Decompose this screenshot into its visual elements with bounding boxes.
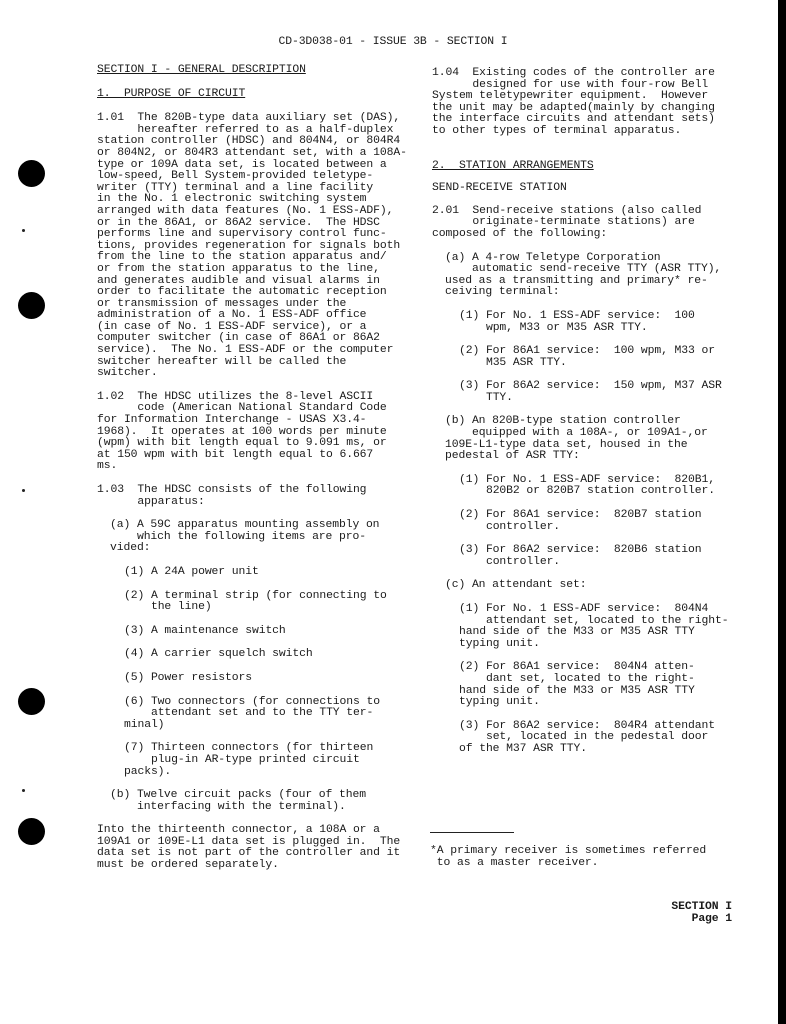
station-item-c-2: (2) For 86A1 service: 804N4 atten- dant set, located to the right- hand side of the M33 or M35 ASR TTY typing unit. — [459, 661, 695, 709]
punch-hole — [18, 160, 45, 187]
footnote-rule — [430, 832, 514, 833]
scan-speck — [22, 489, 25, 492]
send-receive-heading: SEND-RECEIVE STATION — [432, 182, 567, 195]
item-a-7: (7) Thirteen connectors (for thirteen plug-in AR-type printed circuit packs). — [124, 742, 374, 778]
punch-hole — [18, 292, 45, 319]
station-item-c-3: (3) For 86A2 service: 804R4 attendant set, located in the pedestal door of the M37 ASR TTY. — [459, 719, 715, 755]
punch-hole — [18, 818, 45, 845]
scan-speck — [22, 229, 25, 232]
item-a-6: (6) Two connectors (for connections to attendant set and to the TTY ter- minal) — [124, 695, 380, 731]
footnote: *A primary receiver is sometimes referred to as a master receiver. — [430, 845, 707, 869]
purpose-heading: 1. PURPOSE OF CIRCUIT — [97, 87, 246, 100]
item-a-2: (2) A terminal strip (for connecting to the line) — [124, 589, 387, 614]
station-item-a-3: (3) For 86A2 service: 150 wpm, M37 ASR TTY. — [459, 380, 722, 404]
paragraph-1-01: 1.01 The 820B-type data auxiliary set (DAS), hereafter referred to as a half-duplex station controller (HDSC) and 804N4, or 804R4 or 804N2, or 804R3 attendant set, with a 108A- type or 109A data set, is located between a low-speed, Bell System-provided teletype- writer (TTY) terminal and a line facility in the No. 1 electronic switching system arranged with data features (No. 1 ESS-ADF), or in the 86A1, or 86A2 service. The HDSC performs line and supervisory control func- tions, provides regeneration for signals both from the line to the station apparatus and/ or from the station apparatus to the line, and generates audible and visual alarms in order to facilitate the automatic reception or transmission of messages under the administration of a No. 1 ESS-ADF office (in case of No. 1 ESS-ADF service), or a computer switcher (in case of 86A1 or 86A2 service). The No. 1 ESS-ADF or the computer switcher hereafter will be called the switcher. — [97, 112, 407, 380]
item-a-5: (5) Power resistors — [124, 671, 252, 684]
punch-hole — [18, 688, 45, 715]
station-item-a-1: (1) For No. 1 ESS-ADF service: 100 wpm, M33 or M35 ASR TTY. — [459, 309, 695, 334]
station-item-c-1: (1) For No. 1 ESS-ADF service: 804N4 attendant set, located to the right- hand side of the M33 or M35 ASR TTY typing unit. — [459, 603, 729, 650]
paragraph-1-02: 1.02 The HDSC utilizes the 8-level ASCII code (American National Standard Code for Information Interchange - USAS X3.4- 1968). It operates at 100 words per minute (wpm) with bit length equal to 9.091 ms, or at 150 wpm with bit length equal to 6.667 ms. — [97, 390, 387, 473]
closing-paragraph: Into the thirteenth connector, a 108A or a 109A1 or 109E-L1 data set is plugged in. The data set is not part of the controller and it must be ordered separately. — [97, 824, 401, 872]
station-item-a: (a) A 4-row Teletype Corporation automatic send-receive TTY (ASR TTY), used as a transmitting and primary* re- ceiving terminal: — [445, 251, 722, 299]
scan-speck — [22, 789, 25, 792]
station-item-b-3: (3) For 86A2 service: 820B6 station controller. — [459, 544, 702, 568]
paragraph-2-01: 2.01 Send-receive stations (also called originate-terminate stations) are composed of the following: — [432, 204, 702, 240]
item-b: (b) Twelve circuit packs (four of them interfacing with the terminal). — [110, 789, 366, 813]
right-column — [432, 68, 737, 756]
item-a-3: (3) A maintenance switch — [124, 624, 286, 637]
paragraph-1-03: 1.03 The HDSC consists of the following apparatus: — [97, 484, 367, 508]
station-item-a-2: (2) For 86A1 service: 100 wpm, M33 or M35 ASR TTY. — [459, 345, 715, 369]
item-a-1: (1) A 24A power unit — [124, 565, 259, 578]
item-a: (a) A 59C apparatus mounting assembly on which the following items are pro- vided: — [110, 519, 380, 555]
item-a-4: (4) A carrier squelch switch — [124, 648, 313, 661]
scan-edge — [778, 0, 786, 1024]
paragraph-1-04: 1.04 Existing codes of the controller are designed for use with four-row Bell System teletypewriter equipment. However the unit may be adapted(mainly by changing the interface circuits and attendant sets) to other types of terminal apparatus. — [432, 67, 715, 137]
station-item-b-2: (2) For 86A1 service: 820B7 station controller. — [459, 509, 702, 533]
station-item-b-1: (1) For No. 1 ESS-ADF service: 820B1, 820B2 or 820B7 station controller. — [459, 473, 715, 498]
left-column — [97, 65, 419, 872]
station-item-b: (b) An 820B-type station controller equipped with a 108A-, or 109A1-,or 109E-L1-type data set, housed in the pedestal of ASR TTY: — [445, 415, 708, 463]
page-header: CD-3D038-01 - ISSUE 3B - SECTION I — [278, 36, 508, 48]
station-heading: 2. STATION ARRANGEMENTS — [432, 159, 594, 172]
station-item-c: (c) An attendant set: — [445, 579, 587, 592]
page-number: SECTION I Page 1 — [671, 901, 732, 925]
section-title: SECTION I - GENERAL DESCRIPTION — [97, 64, 306, 76]
